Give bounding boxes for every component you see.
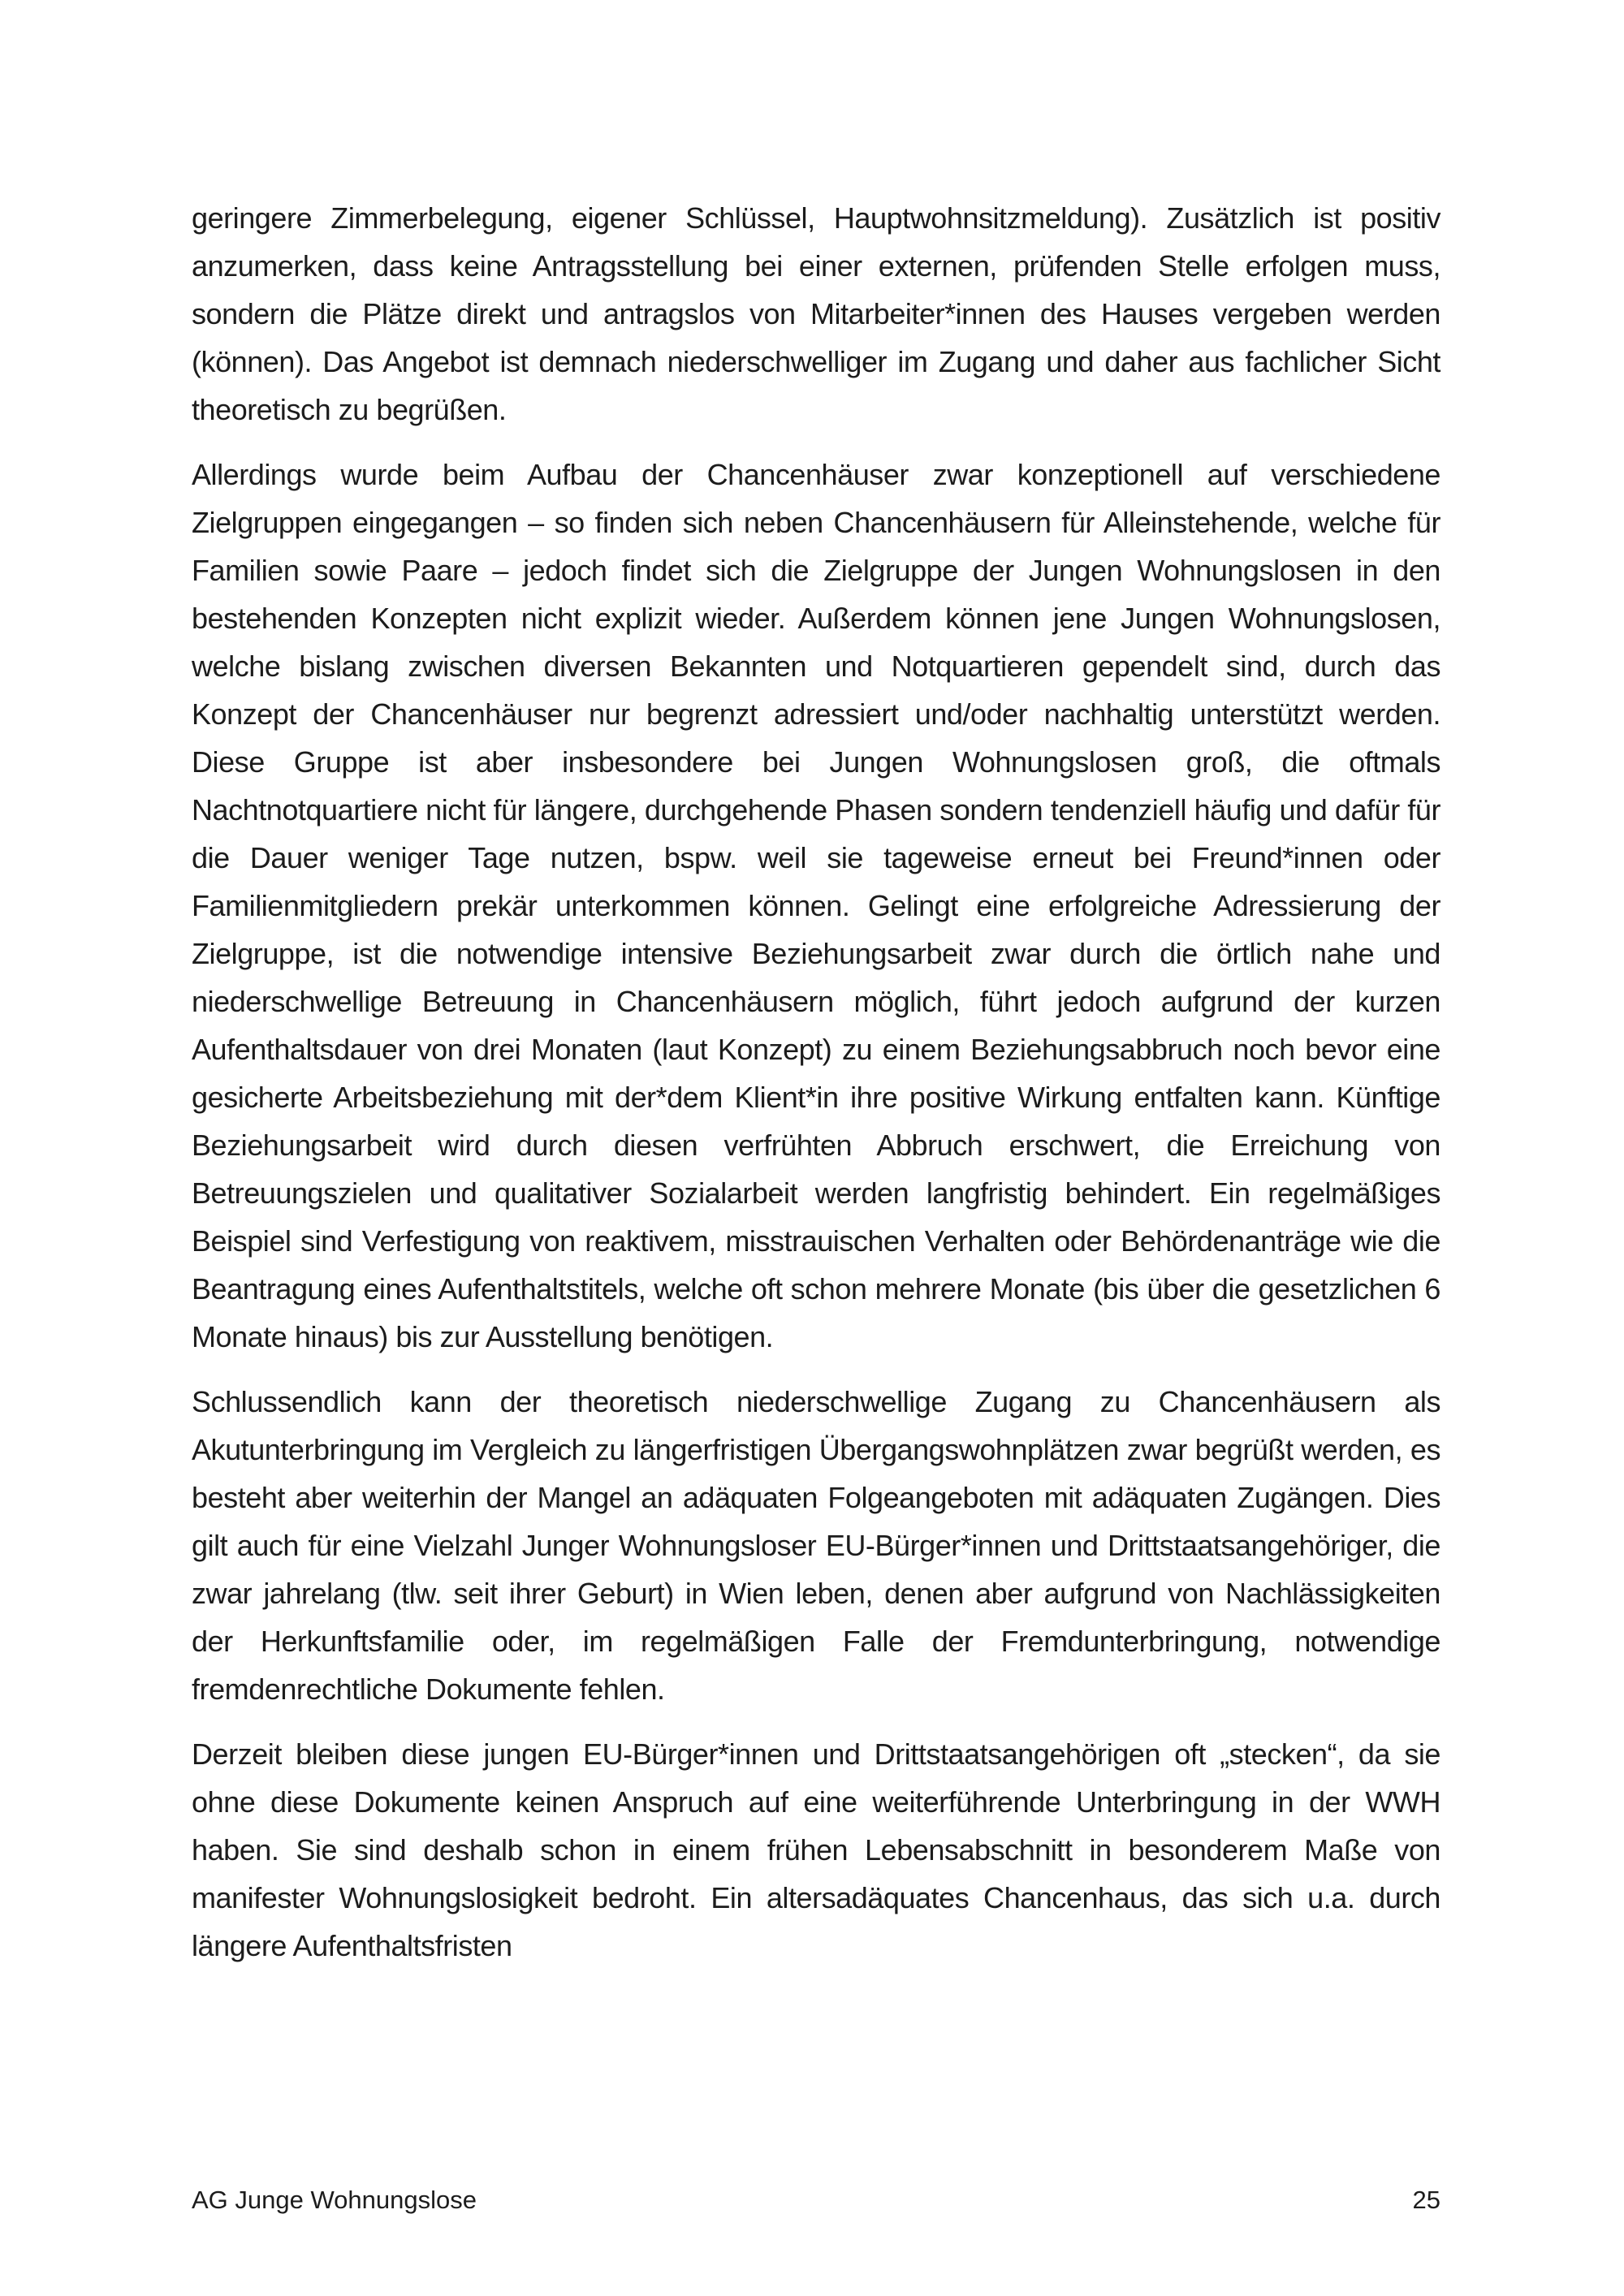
body-text (192, 194, 1440, 1987)
paragraph-4: Derzeit bleiben diese jungen EU-Bürger*innen und Drittstaatsangehörigen oft „stecken“, da sie ohne diese Dokumente keinen Anspruch auf eine weiterführende Unterbringung in der WWH haben. Sie sind deshalb schon in einem frühen Lebensabschnitt in besonderem Maße von manifester Wohnungslosigkeit bedroht. Ein altersadäquates Chancenhaus, das sich u.a. durch längere Aufenthaltsfristen (192, 1737, 1440, 1962)
page-number: 25 (1412, 2186, 1440, 2214)
paragraph-1: geringere Zimmerbelegung, eigener Schlüssel, Hauptwohnsitzmeldung). Zusätzlich ist positiv anzumerken, dass keine Antragsstellung bei einer externen, prüfenden Stelle erfolgen muss, sondern die Plätze direkt und antragslos von Mitarbeiter*innen des Hauses vergeben werden (können). Das Angebot ist demnach niederschwelliger im Zugang und daher aus fachlicher Sicht theoretisch zu begrüßen. (192, 201, 1440, 426)
page-footer (192, 2184, 1440, 2216)
paragraph-3: Schlussendlich kann der theoretisch niederschwellige Zugang zu Chancenhäusern als Akutunterbringung im Vergleich zu längerfristigen Übergangswohnplätzen zwar begrüßt werden, es besteht aber weiterhin der Mangel an adäquaten Folgeangeboten mit adäquaten Zugängen. Dies gilt auch für eine Vielzahl Junger Wohnungsloser EU-Bürger*innen und Drittstaatsangehöriger, die zwar jahrelang (tlw. seit ihrer Geburt) in Wien leben, denen aber aufgrund von Nachlässigkeiten der Herkunftsfamilie oder, im regelmäßigen Falle der Fremdunterbringung, notwendige fremdenrechtliche Dokumente fehlen. (192, 1385, 1440, 1706)
paragraph-2: Allerdings wurde beim Aufbau der Chancenhäuser zwar konzeptionell auf verschiedene Zielgruppen eingegangen – so finden sich neben Chancenhäusern für Alleinstehende, welche für Familien sowie Paare – jedoch findet sich die Zielgruppe der Jungen Wohnungslosen in den bestehenden Konzepten nicht explizit wieder. Außerdem können jene Jungen Wohnungslosen, welche bislang zwischen diversen Bekannten und Notquartieren gependelt sind, durch das Konzept der Chancenhäuser nur begrenzt adressiert und/oder nachhaltig unterstützt werden. Diese Gruppe ist aber insbesondere bei Jungen Wohnungslosen groß, die oftmals Nachtnotquartiere nicht für längere, durchgehende Phasen sondern tendenziell häufig und dafür für die Dauer weniger Tage nutzen, bspw. weil sie tageweise erneut bei Freund*innen oder Familienmitgliedern prekär unterkommen können. Gelingt eine erfolgreiche Adressierung der Zielgruppe, ist die notwendige intensive Beziehungsarbeit zwar durch die örtlich nahe und niederschwellige Betreuung in Chancenhäusern möglich, führt jedoch aufgrund der kurzen Aufenthaltsdauer von drei Monaten (laut Konzept) zu einem Beziehungsabbruch noch bevor eine gesicherte Arbeitsbeziehung mit der*dem Klient*in ihre positive Wirkung entfalten kann. Künftige Beziehungsarbeit wird durch diesen verfrühten Abbruch erschwert, die Erreichung von Betreuungszielen und qualitativer Sozialarbeit werden langfristig behindert. Ein regelmäßiges Beispiel sind Verfestigung von reaktivem, misstrauischen Verhalten oder Behördenanträge wie die Beantragung eines Aufenthaltstitels, welche oft schon mehrere Monate (bis über die gesetzlichen 6 Monate hinaus) bis zur Ausstellung benötigen. (192, 458, 1440, 1353)
footer-title: AG Junge Wohnungslose (192, 2186, 477, 2214)
